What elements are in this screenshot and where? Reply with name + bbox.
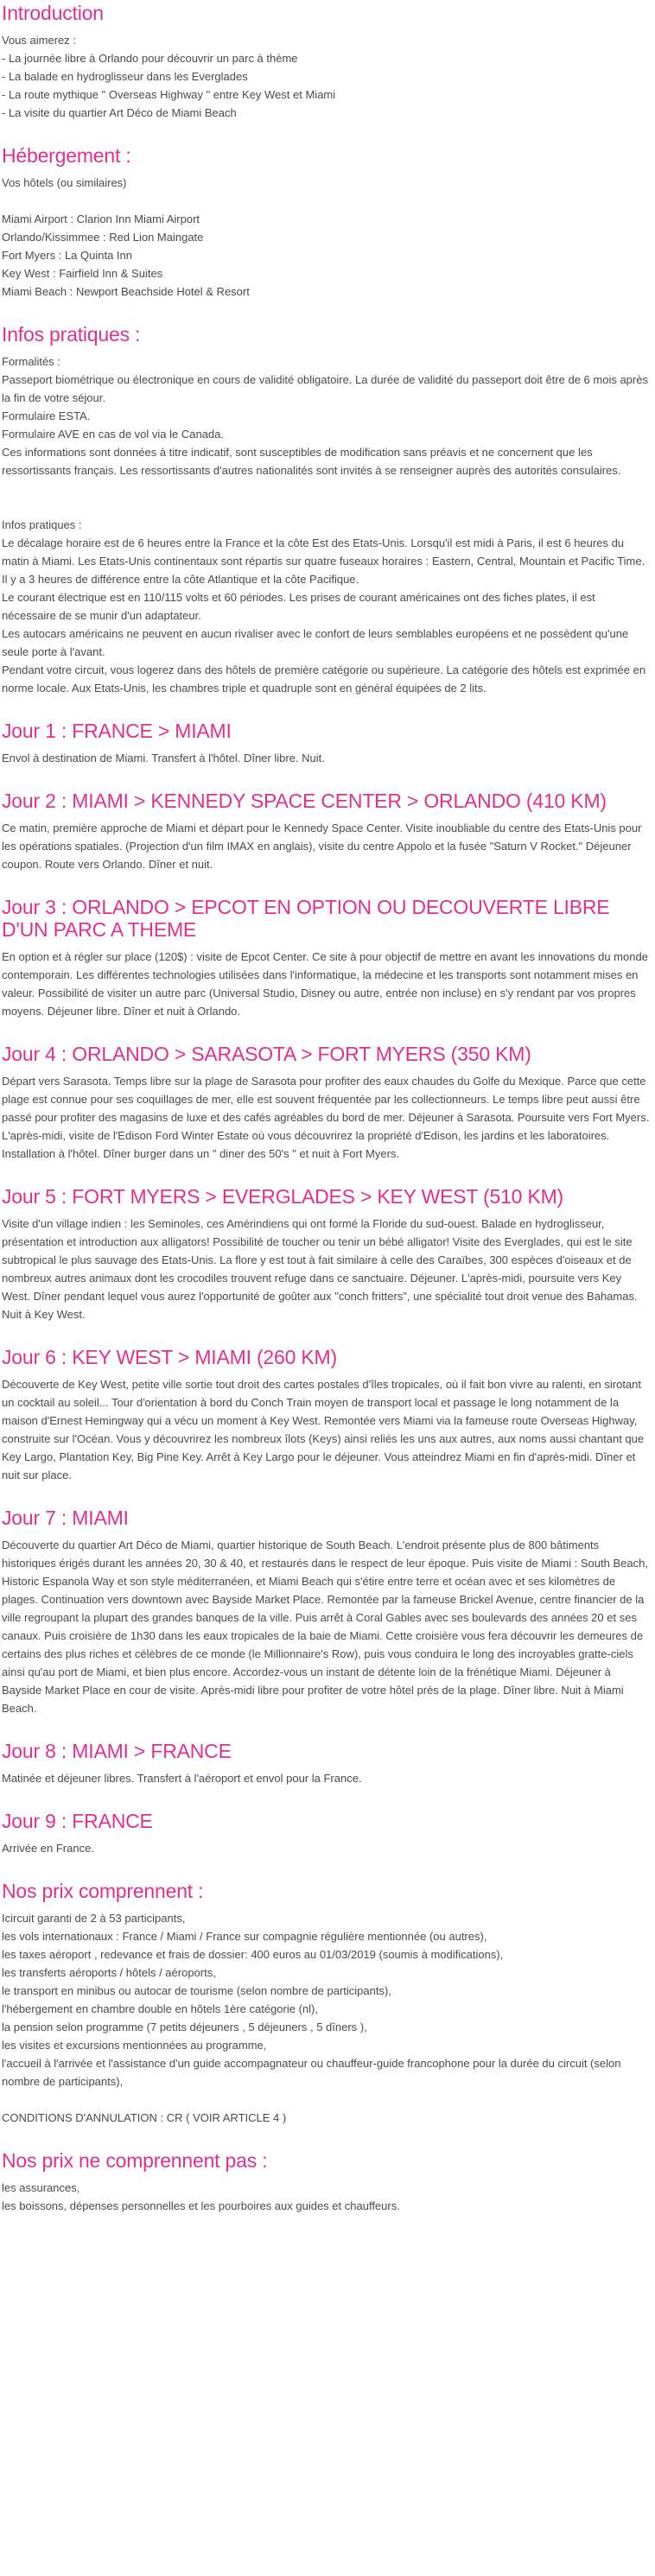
prix-item: les taxes aéroport , redevance et frais de dossier: 400 euros au 01/03/2019 (soumis à modifications), [2, 1948, 504, 1961]
non-compris-list [2, 2179, 650, 2215]
day-title: Jour 9 : FRANCE [2, 1810, 153, 1832]
prix-item: le transport en minibus ou autocar de tourisme (selon nombre de participants), [2, 1984, 391, 1997]
infos-title: Infos pratiques : [2, 323, 141, 346]
hotel-item: Orlando/Kissimmee : Red Lion Maingate [2, 231, 204, 244]
intro-item: - La balade en hydroglisseur dans les Everglades [2, 70, 248, 83]
day-5-section [2, 1185, 650, 1323]
pratiques-line: Les autocars américains ne peuvent en aucun rivaliser avec le confort de leurs semblables européens et ne possèdent qu'une seule porte à l'avant. [2, 627, 629, 658]
day-2-section [2, 790, 650, 873]
day-8-section [2, 1740, 650, 1787]
intro-title: Introduction [2, 2, 104, 24]
day-title: Jour 7 : MIAMI [2, 1507, 129, 1529]
day-title: Jour 3 : ORLANDO > EPCOT EN OPTION OU DECOUVERTE LIBRE D'UN PARC A THEME [2, 896, 610, 941]
prix-item: l'hébergement en chambre double en hôtels 1ère catégorie (nl), [2, 2002, 318, 2015]
day-title: Jour 5 : FORT MYERS > EVERGLADES > KEY WEST (510 KM) [2, 1185, 564, 1208]
intro-item: - La visite du quartier Art Déco de Miami Beach [2, 106, 237, 119]
day-text: Visite d'un village indien : les Seminoles, ces Amérindiens qui ont formé la Floride du sud-ouest. Balade en hydroglisseur, présentation et introduction aux alligators! Possibilité de toucher ou tenir un bébé alligator! Visite des Everglades, qui est le site subtropical le plus sauvage des Etats-Unis. La flore y est tout à fait similaire à celle des Caraïbes, 300 espèces d'oiseaux et de nombreux autres animaux dont les crocodiles trouvent refuge dans ce sanctuaire. Déjeuner. L'après-midi, poursuite vers Key West. Dîner pendant lequel vous aurez l'opportunité de goûter aux "conch fritters", une spécialité tout droit venue des Bahamas. Nuit à Key West. [2, 1217, 638, 1321]
hebergement-lead: Vos hôtels (ou similaires) [2, 176, 127, 189]
formalites-line: Formulaire ESTA. [2, 409, 91, 422]
day-title: Jour 6 : KEY WEST > MIAMI (260 KM) [2, 1346, 337, 1368]
day-text: Ce matin, première approche de Miami et départ pour le Kennedy Space Center. Visite inoubliable du centre des Etats-Unis pour les opérations spatiales. (Projection d'un film IMAX en anglais), visite du centre Appolo et la fusée "Saturn V Rocket." Déjeuner coupon. Route vers Orlando. Dîner et nuit. [2, 822, 642, 871]
hotel-item: Key West : Fairfield Inn & Suites [2, 267, 163, 280]
infos-body [2, 352, 650, 697]
infos-section [2, 323, 650, 697]
hebergement-body [2, 174, 650, 301]
pratiques-line: Le décalage horaire est de 6 heures entre la France et la côte Est des Etats-Unis. Lorsqu'il est midi à Paris, il est 6 heures du matin à Miami. Les Etats-Unis continentaux sont répartis sur quatre fuseaux horaires : Eastern, Central, Mountain et Pacific Time. Il y a 3 heures de différence entre la côte Atlantique et la côte Pacifique. [2, 536, 645, 586]
pratiques-line: Pendant votre circuit, vous logerez dans des hôtels de première catégorie ou supérieure. La catégorie des hôtels est exprimée en norme locale. Aux Etats-Unis, les chambres triple et quadruple sont en général équipées de 2 lits. [2, 663, 646, 695]
prix-item: les transferts aéroports / hôtels / aéroports, [2, 1966, 216, 1979]
day-text: Départ vers Sarasota. Temps libre sur la plage de Sarasota pour profiter des eaux chaudes du Golfe du Mexique. Parce que cette plage est connue pour ses coquillages de mer, elle est souvent fréquentée par les collectionneurs. Le temps libre peut aussi être passé pour profiter des magasins de luxe et des cafés agréables du bord de mer. Déjeuner à Sarasota. Poursuite vers Fort Myers. L'après-midi, visite de l'Edison Ford Winter Estate où vous découvrirez la propriété d'Edison, les jardins et les laboratoires. Installation à l'hôtel. Dîner burger dans un " diner des 50's " et nuit à Fort Myers. [2, 1075, 650, 1160]
intro-item: - La journée libre à Orlando pour découvrir un parc à thème [2, 52, 298, 65]
annulation-conditions: CONDITIONS D'ANNULATION : CR ( VOIR ARTICLE 4 ) [2, 2111, 287, 2124]
day-7-section [2, 1507, 650, 1717]
formalites-title: Formalités : [2, 355, 60, 368]
day-text: Découverte du quartier Art Déco de Miami, quartier historique de South Beach. L'endroit présente plus de 800 bâtiments historiques érigés durant les années 20, 30 & 40, et restaurés dans le respect de leur époque. Puis visite de Miami : South Beach, Historic Espanola Way et son style méditerranéen, et Miami Beach qui s'étire entre terre et océan avec et ses kilomètres de plages. Continuation vers downtown avec Bayside Market Place. Remontée par la fameuse Brickel Avenue, centre financier de la ville regroupant la plupart des grandes banques de la ville. Puis arrêt à Coral Gables avec ses boulevards des années 20 et ses canaux. Puis croisière de 1h30 dans les eaux tropicales de la baie de Miami. Cette croisière vous fera découvrir les demeures de certains des plus riches et célèbres de ce monde (le Millionnaire's Row), puis vous conduira le long des incroyables gratte-ciels ainsi qu'au port de Miami, et bien plus encore. Accordez-vous un instant de détente loin de la frénétique Miami. Déjeuner à Bayside Market Place en cour de visite. Après-midi libre pour profiter de votre hôtel près de la plage. Dîner libre. Nuit à Miami Beach. [2, 1539, 648, 1715]
day-1-section [2, 720, 650, 767]
intro-lead: Vous aimerez : [2, 34, 76, 47]
intro-body [2, 31, 650, 122]
day-title: Jour 1 : FRANCE > MIAMI [2, 720, 232, 742]
pratiques-title: Infos pratiques : [2, 518, 82, 531]
day-9-section [2, 1810, 650, 1857]
day-text: En option et à régler sur place (120$) : visite de Epcot Center. Ce site à pour objectif de mettre en avant les innovations du monde contemporain. Les différentes technologies utilisées dans l'informatique, la médecine et les transports sont notamment mises en valeur. Possibilité de visiter un autre parc (Universal Studio, Disney ou autre, entrée non incluse) en s'y rendant par vos propres moyens. Déjeuner libre. Dîner et nuit à Orlando. [2, 950, 648, 1018]
prix-list [2, 1909, 650, 2127]
non-compris-item: les boissons, dépenses personnelles et les pourboires aux guides et chauffeurs. [2, 2199, 400, 2212]
day-3-section [2, 896, 650, 1020]
day-text: Arrivée en France. [2, 1842, 94, 1855]
intro-section [2, 0, 650, 122]
day-text: Matinée et déjeuner libres. Transfert à l'aéroport et envol pour la France. [2, 1772, 362, 1785]
non-compris-title: Nos prix ne comprennent pas : [2, 2149, 268, 2172]
hebergement-section [2, 144, 650, 301]
formalites-line: Passeport biométrique ou électronique en cours de validité obligatoire. La durée de validité du passeport doit être de 6 mois après la fin de votre séjour. [2, 373, 648, 404]
day-text: Envol à destination de Miami. Transfert à l'hôtel. Dîner libre. Nuit. [2, 752, 325, 765]
pratiques-line: Le courant électrique est en 110/115 volts et 60 périodes. Les prises de courant américaines ont des fiches plates, il est nécessaire de se munir d'un adaptateur. [2, 591, 595, 622]
prix-item: l'accueil à l'arrivée et l'assistance d'un guide accompagnateur ou chauffeur-guide francophone pour la durée du circuit (selon nombre de participants), [2, 2057, 621, 2088]
prix-item: la pension selon programme (7 petits déjeuners , 5 déjeuners , 5 dîners ), [2, 2021, 367, 2034]
day-title: Jour 8 : MIAMI > FRANCE [2, 1740, 232, 1762]
day-title: Jour 4 : ORLANDO > SARASOTA > FORT MYERS (350 KM) [2, 1043, 531, 1065]
prix-item: les visites et excursions mentionnées au programme, [2, 2039, 267, 2052]
formalites-line: Formulaire AVE en cas de vol via le Canada. [2, 428, 225, 441]
hotel-item: Fort Myers : La Quinta Inn [2, 249, 133, 262]
prix-item: les vols internationaux : France / Miami / France sur compagnie régulière mentionnée (ou autres), [2, 1930, 487, 1943]
day-text: Découverte de Key West, petite ville sortie tout droit des cartes postales d'îles tropicales, où il fait bon vivre au ralenti, en sirotant un cocktail au soleil... Tour d'orientation à bord du Conch Train moyen de transport local et passage le long notamment de la maison d'Ernest Hemingway qui a vécu un moment à Key West. Remontée vers Miami via la fameuse route Overseas Highway, construite sur l'Océan. Vous y découvrirez les nombreux îlots (Keys) ainsi reliés les uns aux autres, aux noms aussi chantant que Key Largo, Plantation Key, Big Pine Key. Arrêt à Key Largo pour le déjeuner. Vous atteindrez Miami en fin d'après-midi. Dîner et nuit sur place. [2, 1378, 645, 1482]
non-compris-section [2, 2149, 650, 2215]
prix-title: Nos prix comprennent : [2, 1880, 204, 1902]
hotel-item: Miami Airport : Clarion Inn Miami Airport [2, 213, 200, 225]
non-compris-item: les assurances, [2, 2181, 80, 2194]
hebergement-title: Hébergement : [2, 144, 131, 167]
day-4-section [2, 1043, 650, 1163]
hotel-item: Miami Beach : Newport Beachside Hotel & Resort [2, 285, 250, 298]
prix-section [2, 1880, 650, 2127]
day-6-section [2, 1346, 650, 1484]
formalites-line: Ces informations sont données à titre indicatif, sont susceptibles de modification sans préavis et ne concernent que les ressortissants français. Les ressortissants d'autres nationalités sont invités à se renseigner auprès des autorités consulaires. [2, 446, 621, 477]
prix-item: Icircuit garanti de 2 à 53 participants, [2, 1912, 186, 1925]
day-title: Jour 2 : MIAMI > KENNEDY SPACE CENTER > ORLANDO (410 KM) [2, 790, 607, 812]
intro-item: - La route mythique " Overseas Highway " entre Key West et Miami [2, 88, 336, 101]
